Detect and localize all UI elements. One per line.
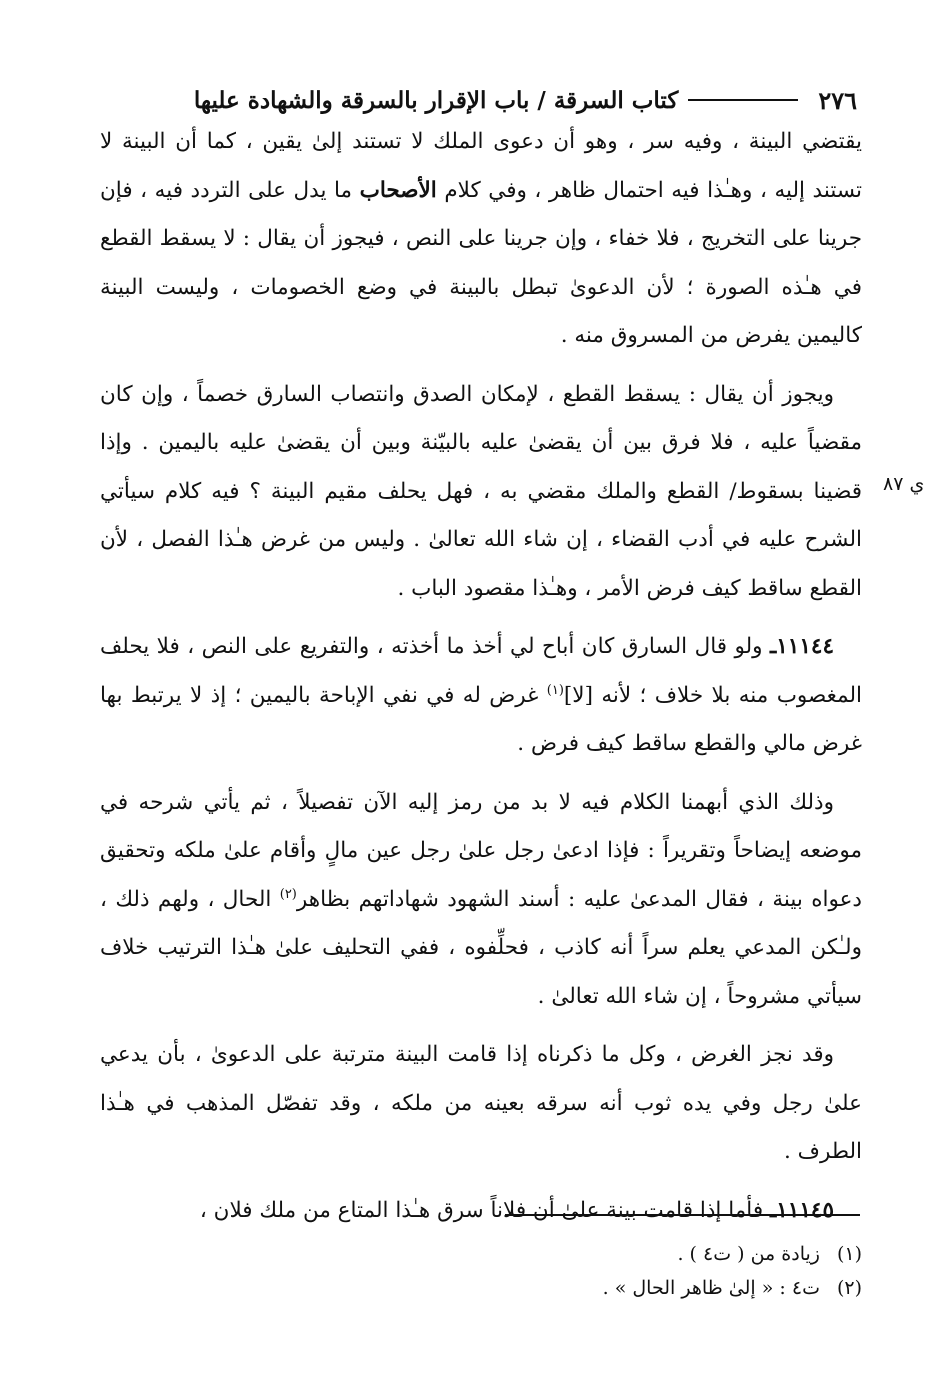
paragraph-text: ما يدل على التردد فيه ، فإن جرينا على التخريج ، فلا خفاء ، وإن جرينا على النص ، فيجوز أن يقال : لا يسقط القطع في هـٰذه الصورة ؛ لأن الدعوىٰ تبطل بالبينة في وضع الخصومات ، وليست البينة كاليمين يفرض من المسروق منه . xyxy=(100,177,862,348)
emphasized-word: الأصحاب xyxy=(359,177,437,203)
paragraph-text: ولو قال السارق كان أباح لي أخذ ما أخذته ، والتفريع على النص ، فلا يحلف المغصوب منه بلا خلاف ؛ لأنه [لا] xyxy=(100,634,863,708)
footnote-ref[interactable]: (٢) xyxy=(279,886,297,902)
paragraph-text: فأما إذا قامت بينة علىٰ أن فلاناً سرق هـٰذا المتاع من ملك فلان ، xyxy=(199,1197,770,1223)
issue-number: ١١١٤٤ـ xyxy=(769,634,834,659)
page-number: ٢٧٦ xyxy=(818,85,857,115)
paragraph-text: يقتضي البينة ، وفيه سر ، وهو أن دعوى الملك لا تستند إلىٰ يقين ، كما أن البينة لا تستند إليه ، وهـٰذا فيه احتمال ظاهر ، وفي كلام xyxy=(100,129,862,203)
footnote-1 xyxy=(100,1237,862,1271)
paragraph-4 xyxy=(100,779,862,1022)
paragraph-text: وقد نجز الغرض ، وكل ما ذكرناه إذا قامت البينة مترتبة على الدعوىٰ ، بأن يدعي علىٰ رجل وفي يده ثوب أنه سرقه بعينه من ملكه ، وقد تفصّل المذهب في هـٰذا الطرف . xyxy=(100,1042,862,1164)
paragraph-text: وذلك الذي أبهمنا الكلام فيه لا بد من رمز إليه الآن تفصيلاً ، ثم يأتي شرحه في موضعه إيضاحاً وتقريراً : فإذا ادعىٰ رجل علىٰ رجل عين مالٍ وأقام علىٰ ملكه وتحقيق دعواه بينة ، فقال المدعىٰ عليه : أسند الشهود شهاداتهم بظاهر xyxy=(100,789,862,912)
paragraph-2 xyxy=(100,371,862,614)
paragraph-1 xyxy=(100,118,862,361)
paragraph-text: ويجوز أن يقال : يسقط القطع ، لإمكان الصدق وانتصاب السارق خصماً ، وإن كان مقضياً عليه ، فلا فرق بين أن يقضىٰ عليه بالبيّنة وبين أن يقضىٰ عليه باليمين . وإذا قضينا بسقوط/ القطع والملك مقضي به ، فهل يحلف مقيم البينة ؟ فيه كلام سيأتي الشرح عليه في أدب القضاء ، إن شاء الله تعالىٰ . وليس من غرض هـٰذا الفصل ، لأن القطع ساقط كيف فرض الأمر ، وهـٰذا مقصود الباب . xyxy=(100,381,862,601)
header-rule xyxy=(688,99,798,101)
paragraph-text: غرض له في نفي الإباحة باليمين ؛ إذ لا يرتبط بها غرض مالي والقطع ساقط كيف فرض . xyxy=(100,682,862,756)
footnote-separator xyxy=(505,1214,860,1216)
paragraph-3 xyxy=(100,623,862,769)
paragraph-text: الحال ، ولهم ذلك ، ولـٰكن المدعي يعلم سراً أنه كاذب ، فحلِّفوه ، ففي التحليف علىٰ هـٰذا الترتيب خلاف سيأتي مشروحاً ، إن شاء الله تعالىٰ . xyxy=(100,886,862,1009)
manuscript-page-marker: ي ٨٧ xyxy=(883,473,925,495)
chapter-title: كتاب السرقة / باب الإقرار بالسرقة والشهادة عليها xyxy=(193,86,679,114)
footnote-2 xyxy=(100,1271,862,1305)
running-header xyxy=(95,82,857,118)
paragraph-6 xyxy=(100,1187,862,1236)
footnotes xyxy=(100,1237,862,1305)
footnote-ref[interactable]: (١) xyxy=(546,682,564,698)
issue-number: ١١١٤٥ـ xyxy=(769,1197,834,1223)
footnote-number: (١) xyxy=(836,1243,862,1265)
footnote-text: ت٤ : « إلىٰ ظاهر الحال » . xyxy=(602,1277,820,1299)
footnote-number: (٢) xyxy=(836,1277,862,1299)
paragraph-5 xyxy=(100,1031,862,1177)
body-text xyxy=(100,118,862,1235)
footnote-text: زيادة من ( ت٤ ) . xyxy=(677,1243,820,1265)
